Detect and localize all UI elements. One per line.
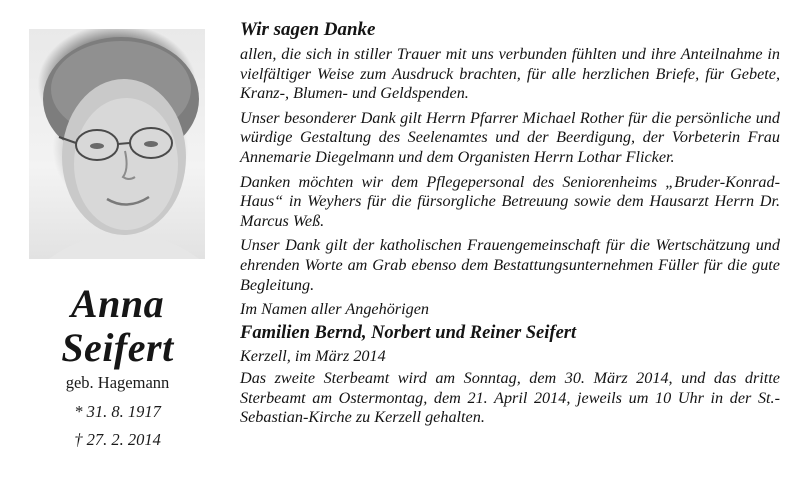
on-behalf-line: Im Namen aller Angehörigen: [240, 300, 429, 319]
deceased-first-name: Anna: [70, 281, 165, 326]
birth-name: geb. Hagemann: [65, 373, 170, 392]
birth-date: * 31. 8. 1917: [74, 402, 161, 421]
death-date: † 27. 2. 2014: [74, 430, 161, 449]
thank-you-text: [240, 18, 780, 433]
service-info: Das zweite Sterbeamt wird am Sonntag, dem 30. März 2014, und das dritte Sterbeamt am Ostermontag, dem 21. April 2014, jeweils um 10 Uhr in der St.-Sebastian-Kirche zu Kerzell gehalten.: [240, 369, 780, 427]
portrait-image: [29, 29, 205, 259]
paragraph-care-staff: Danken möchten wir dem Pflegepersonal des Seniorenheims „Bruder-Konrad-Haus“ in Weyhers für die fürsorgliche Betreuung sowie dem Hausarzt Herrn Dr. Marcus Weß.: [240, 172, 780, 230]
paragraph-thanks: allen, die sich in stiller Trauer mit uns verbunden fühlten und ihre Anteilnahme in vielfältiger Weise zum Ausdruck brachten, für alle herzlichen Briefe, für Gebete, Kranz-, Blumen- und Geldspenden.: [240, 45, 780, 103]
deceased-last-name: Seifert: [61, 325, 174, 370]
paragraph-pastor: Unser besonderer Dank gilt Herrn Pfarrer Michael Rother für die persönliche und würdige Gestaltung des Seelenamtes und der Beerdigung, der Vorbeterin Frau Annemarie Diegelmann und dem Organisten Herrn Lothar Flicker.: [240, 108, 780, 166]
place-date: Kerzell, im März 2014: [240, 347, 386, 366]
paragraph-womens-community: Unser Dank gilt der katholischen Frauengemeinschaft für die Wertschätzung und ehrenden Worte am Grab ebenso dem Bestattungsunternehmen Füller für die gute Begleitung.: [240, 236, 780, 294]
portrait-photo: [29, 29, 205, 259]
family-signature: Familien Bernd, Norbert und Reiner Seifert: [240, 323, 577, 344]
notice-heading: Wir sagen Danke: [240, 19, 376, 40]
